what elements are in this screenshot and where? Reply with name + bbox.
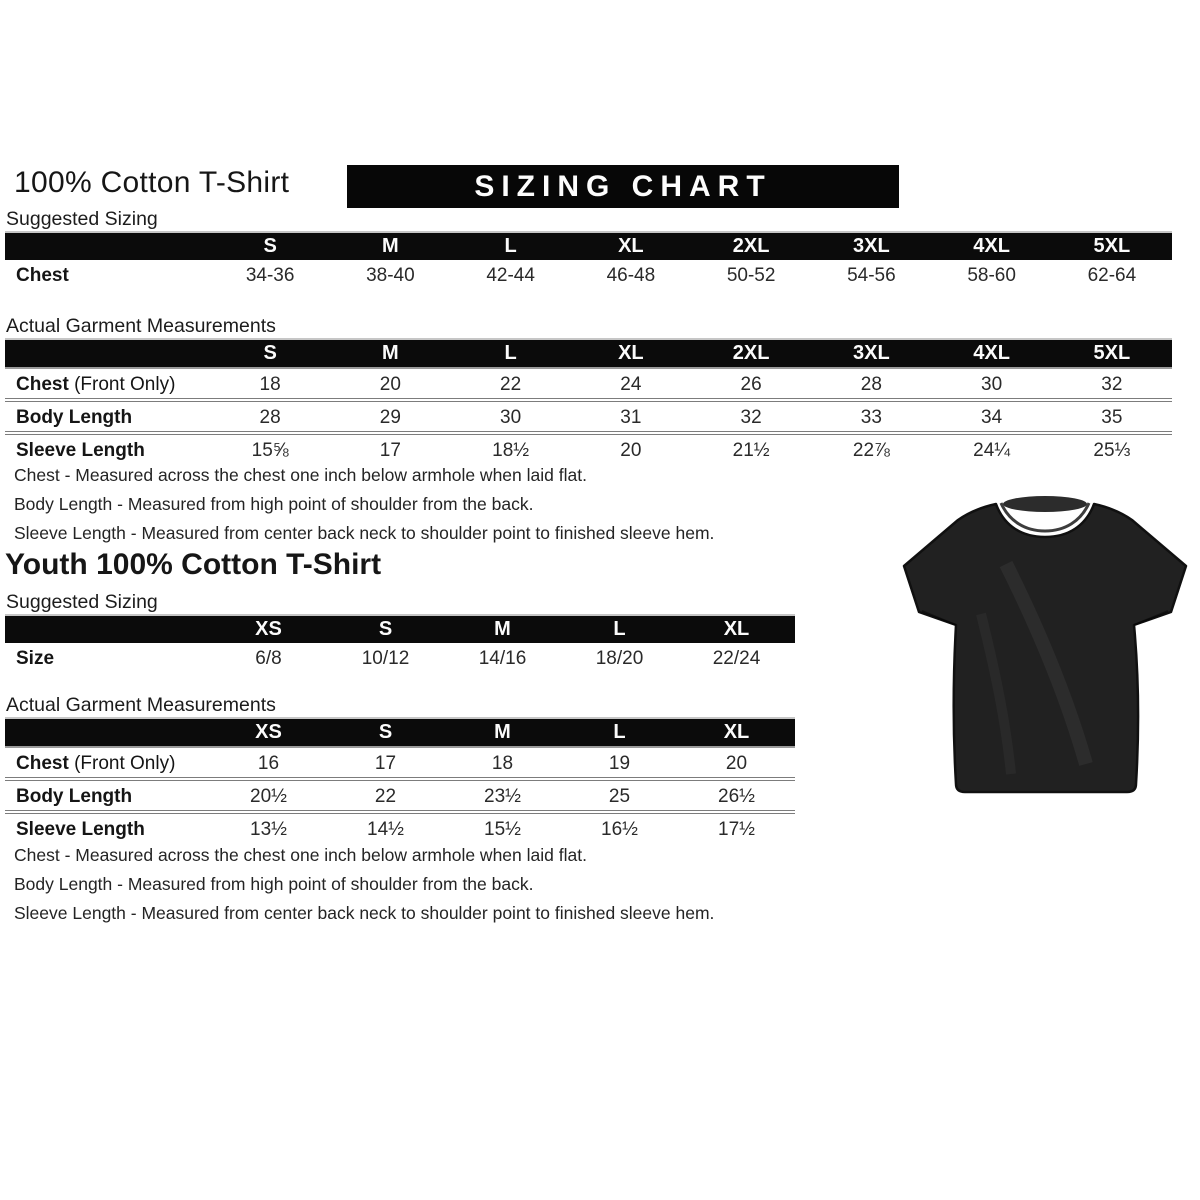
measurement-value: 34-36 bbox=[245, 264, 295, 286]
measurement-value: 24¼ bbox=[973, 439, 1011, 461]
size-column-header: M bbox=[494, 721, 511, 743]
size-column-header: 2XL bbox=[732, 342, 770, 364]
measurement-row bbox=[5, 643, 795, 672]
measurement-value: 10/12 bbox=[361, 647, 410, 669]
size-column-header: S bbox=[378, 618, 393, 640]
measurement-note: Sleeve Length - Measured from center back neck to shoulder point to finished sleeve hem. bbox=[14, 903, 715, 923]
sizing-chart-banner-label: SIZING CHART bbox=[474, 169, 772, 203]
row-label: Body Length bbox=[16, 406, 133, 428]
adult-section-title: 100% Cotton T-Shirt bbox=[14, 166, 290, 199]
measurement-value: 22 bbox=[500, 373, 522, 395]
measurement-note: Chest - Measured across the chest one inch below armhole when laid flat. bbox=[14, 465, 587, 485]
size-column-header: 2XL bbox=[732, 235, 770, 257]
measurement-value: 30 bbox=[981, 373, 1003, 395]
measurement-value: 19 bbox=[608, 752, 631, 774]
youth-actual-table bbox=[5, 717, 795, 843]
measurement-row bbox=[5, 367, 1172, 398]
tshirt-back-collar bbox=[1003, 496, 1087, 512]
size-column-header: 4XL bbox=[973, 342, 1010, 364]
table-header-row bbox=[5, 338, 1172, 367]
measurement-value: 26 bbox=[740, 373, 762, 395]
size-column-header: XL bbox=[723, 618, 750, 640]
size-column-header: 5XL bbox=[1093, 342, 1131, 364]
measurement-value: 22/24 bbox=[712, 647, 761, 669]
row-label: Body Length bbox=[16, 785, 133, 807]
measurement-row bbox=[5, 810, 795, 843]
measurement-value: 25 bbox=[608, 785, 631, 807]
measurement-value: 50-52 bbox=[726, 264, 776, 286]
measurement-value: 28 bbox=[860, 373, 882, 395]
measurement-value: 14/16 bbox=[478, 647, 527, 669]
measurement-note: Body Length - Measured from high point of shoulder from the back. bbox=[14, 874, 534, 894]
measurement-value: 20 bbox=[620, 439, 642, 461]
measurement-value: 23½ bbox=[484, 785, 521, 807]
youth-suggested-heading: Suggested Sizing bbox=[6, 591, 158, 613]
measurement-value: 15⅝ bbox=[251, 439, 289, 461]
measurement-value: 35 bbox=[1101, 406, 1123, 428]
measurement-value: 17 bbox=[374, 752, 397, 774]
size-column-header: 4XL bbox=[973, 235, 1010, 257]
measurement-value: 22⅞ bbox=[852, 439, 890, 461]
youth-measurement-notes bbox=[14, 841, 714, 928]
measurement-value: 18 bbox=[259, 373, 281, 395]
table-header-row bbox=[5, 717, 795, 746]
adult-suggested-table bbox=[5, 231, 1172, 289]
measurement-value: 31 bbox=[620, 406, 642, 428]
measurement-value: 32 bbox=[1101, 373, 1123, 395]
size-column-header: M bbox=[382, 235, 399, 257]
table-header-row bbox=[5, 614, 795, 643]
row-label: Size bbox=[16, 647, 55, 669]
measurement-value: 6/8 bbox=[255, 647, 282, 669]
measurement-row bbox=[5, 746, 795, 777]
size-column-header: 5XL bbox=[1093, 235, 1131, 257]
measurement-value: 30 bbox=[500, 406, 522, 428]
measurement-value: 15½ bbox=[484, 818, 521, 840]
measurement-value: 38-40 bbox=[366, 264, 415, 286]
measurement-value: 33 bbox=[860, 406, 882, 428]
sizing-chart-banner bbox=[347, 165, 899, 208]
measurement-value: 22 bbox=[374, 785, 397, 807]
measurement-value: 16½ bbox=[601, 818, 638, 840]
measurement-value: 58-60 bbox=[967, 264, 1016, 286]
measurement-value: 20½ bbox=[250, 785, 287, 807]
measurement-value: 20 bbox=[379, 373, 401, 395]
measurement-note: Sleeve Length - Measured from center back neck to shoulder point to finished sleeve hem. bbox=[14, 523, 715, 543]
youth-suggested-table bbox=[5, 614, 795, 672]
measurement-value: 14½ bbox=[367, 818, 404, 840]
measurement-value: 34 bbox=[981, 406, 1003, 428]
adult-measurement-notes bbox=[14, 461, 714, 548]
measurement-row bbox=[5, 260, 1172, 289]
measurement-value: 17½ bbox=[718, 818, 755, 840]
row-label: Chest (Front Only) bbox=[16, 752, 176, 774]
measurement-value: 42-44 bbox=[486, 264, 535, 286]
measurement-value: 54-56 bbox=[847, 264, 896, 286]
measurement-value: 13½ bbox=[250, 818, 287, 840]
measurement-value: 16 bbox=[257, 752, 280, 774]
measurement-value: 17 bbox=[379, 439, 401, 461]
size-column-header: L bbox=[613, 618, 626, 640]
size-column-header: S bbox=[378, 721, 393, 743]
size-column-header: 3XL bbox=[853, 342, 890, 364]
adult-suggested-heading: Suggested Sizing bbox=[6, 208, 158, 230]
table-header-row bbox=[5, 231, 1172, 260]
measurement-value: 25⅓ bbox=[1093, 439, 1131, 461]
size-column-header: XS bbox=[255, 618, 282, 640]
size-column-header: XL bbox=[618, 342, 644, 364]
measurement-note: Chest - Measured across the chest one inch below armhole when laid flat. bbox=[14, 845, 587, 865]
measurement-value: 18½ bbox=[492, 439, 530, 461]
row-label: Chest bbox=[16, 264, 69, 286]
measurement-value: 29 bbox=[379, 406, 401, 428]
adult-actual-heading: Actual Garment Measurements bbox=[6, 315, 276, 337]
measurement-row bbox=[5, 398, 1172, 431]
measurement-value: 24 bbox=[620, 373, 642, 395]
measurement-value: 18/20 bbox=[595, 647, 644, 669]
youth-actual-heading: Actual Garment Measurements bbox=[6, 694, 276, 716]
measurement-row bbox=[5, 777, 795, 810]
measurement-value: 28 bbox=[259, 406, 281, 428]
measurement-value: 32 bbox=[740, 406, 762, 428]
measurement-value: 21½ bbox=[732, 439, 770, 461]
youth-section-title: Youth 100% Cotton T-Shirt bbox=[5, 548, 382, 581]
size-column-header: XL bbox=[618, 235, 644, 257]
measurement-value: 46-48 bbox=[606, 264, 656, 286]
adult-actual-table bbox=[5, 338, 1172, 464]
size-column-header: M bbox=[494, 618, 511, 640]
measurement-value: 18 bbox=[491, 752, 514, 774]
row-label: Sleeve Length bbox=[16, 439, 145, 461]
measurement-row bbox=[5, 431, 1172, 464]
row-label: Chest (Front Only) bbox=[16, 373, 176, 395]
size-column-header: L bbox=[504, 235, 517, 257]
size-column-header: S bbox=[263, 235, 277, 257]
size-column-header: 3XL bbox=[853, 235, 890, 257]
measurement-note: Body Length - Measured from high point of shoulder from the back. bbox=[14, 494, 534, 514]
size-column-header: S bbox=[263, 342, 277, 364]
size-column-header: XL bbox=[723, 721, 750, 743]
measurement-value: 26½ bbox=[718, 785, 755, 807]
row-label: Sleeve Length bbox=[16, 818, 145, 840]
size-column-header: L bbox=[504, 342, 517, 364]
measurement-value: 20 bbox=[725, 752, 748, 774]
measurement-value: 62-64 bbox=[1087, 264, 1137, 286]
size-column-header: XS bbox=[255, 721, 282, 743]
black-tshirt-image bbox=[896, 492, 1194, 802]
size-column-header: M bbox=[382, 342, 399, 364]
size-column-header: L bbox=[613, 721, 626, 743]
